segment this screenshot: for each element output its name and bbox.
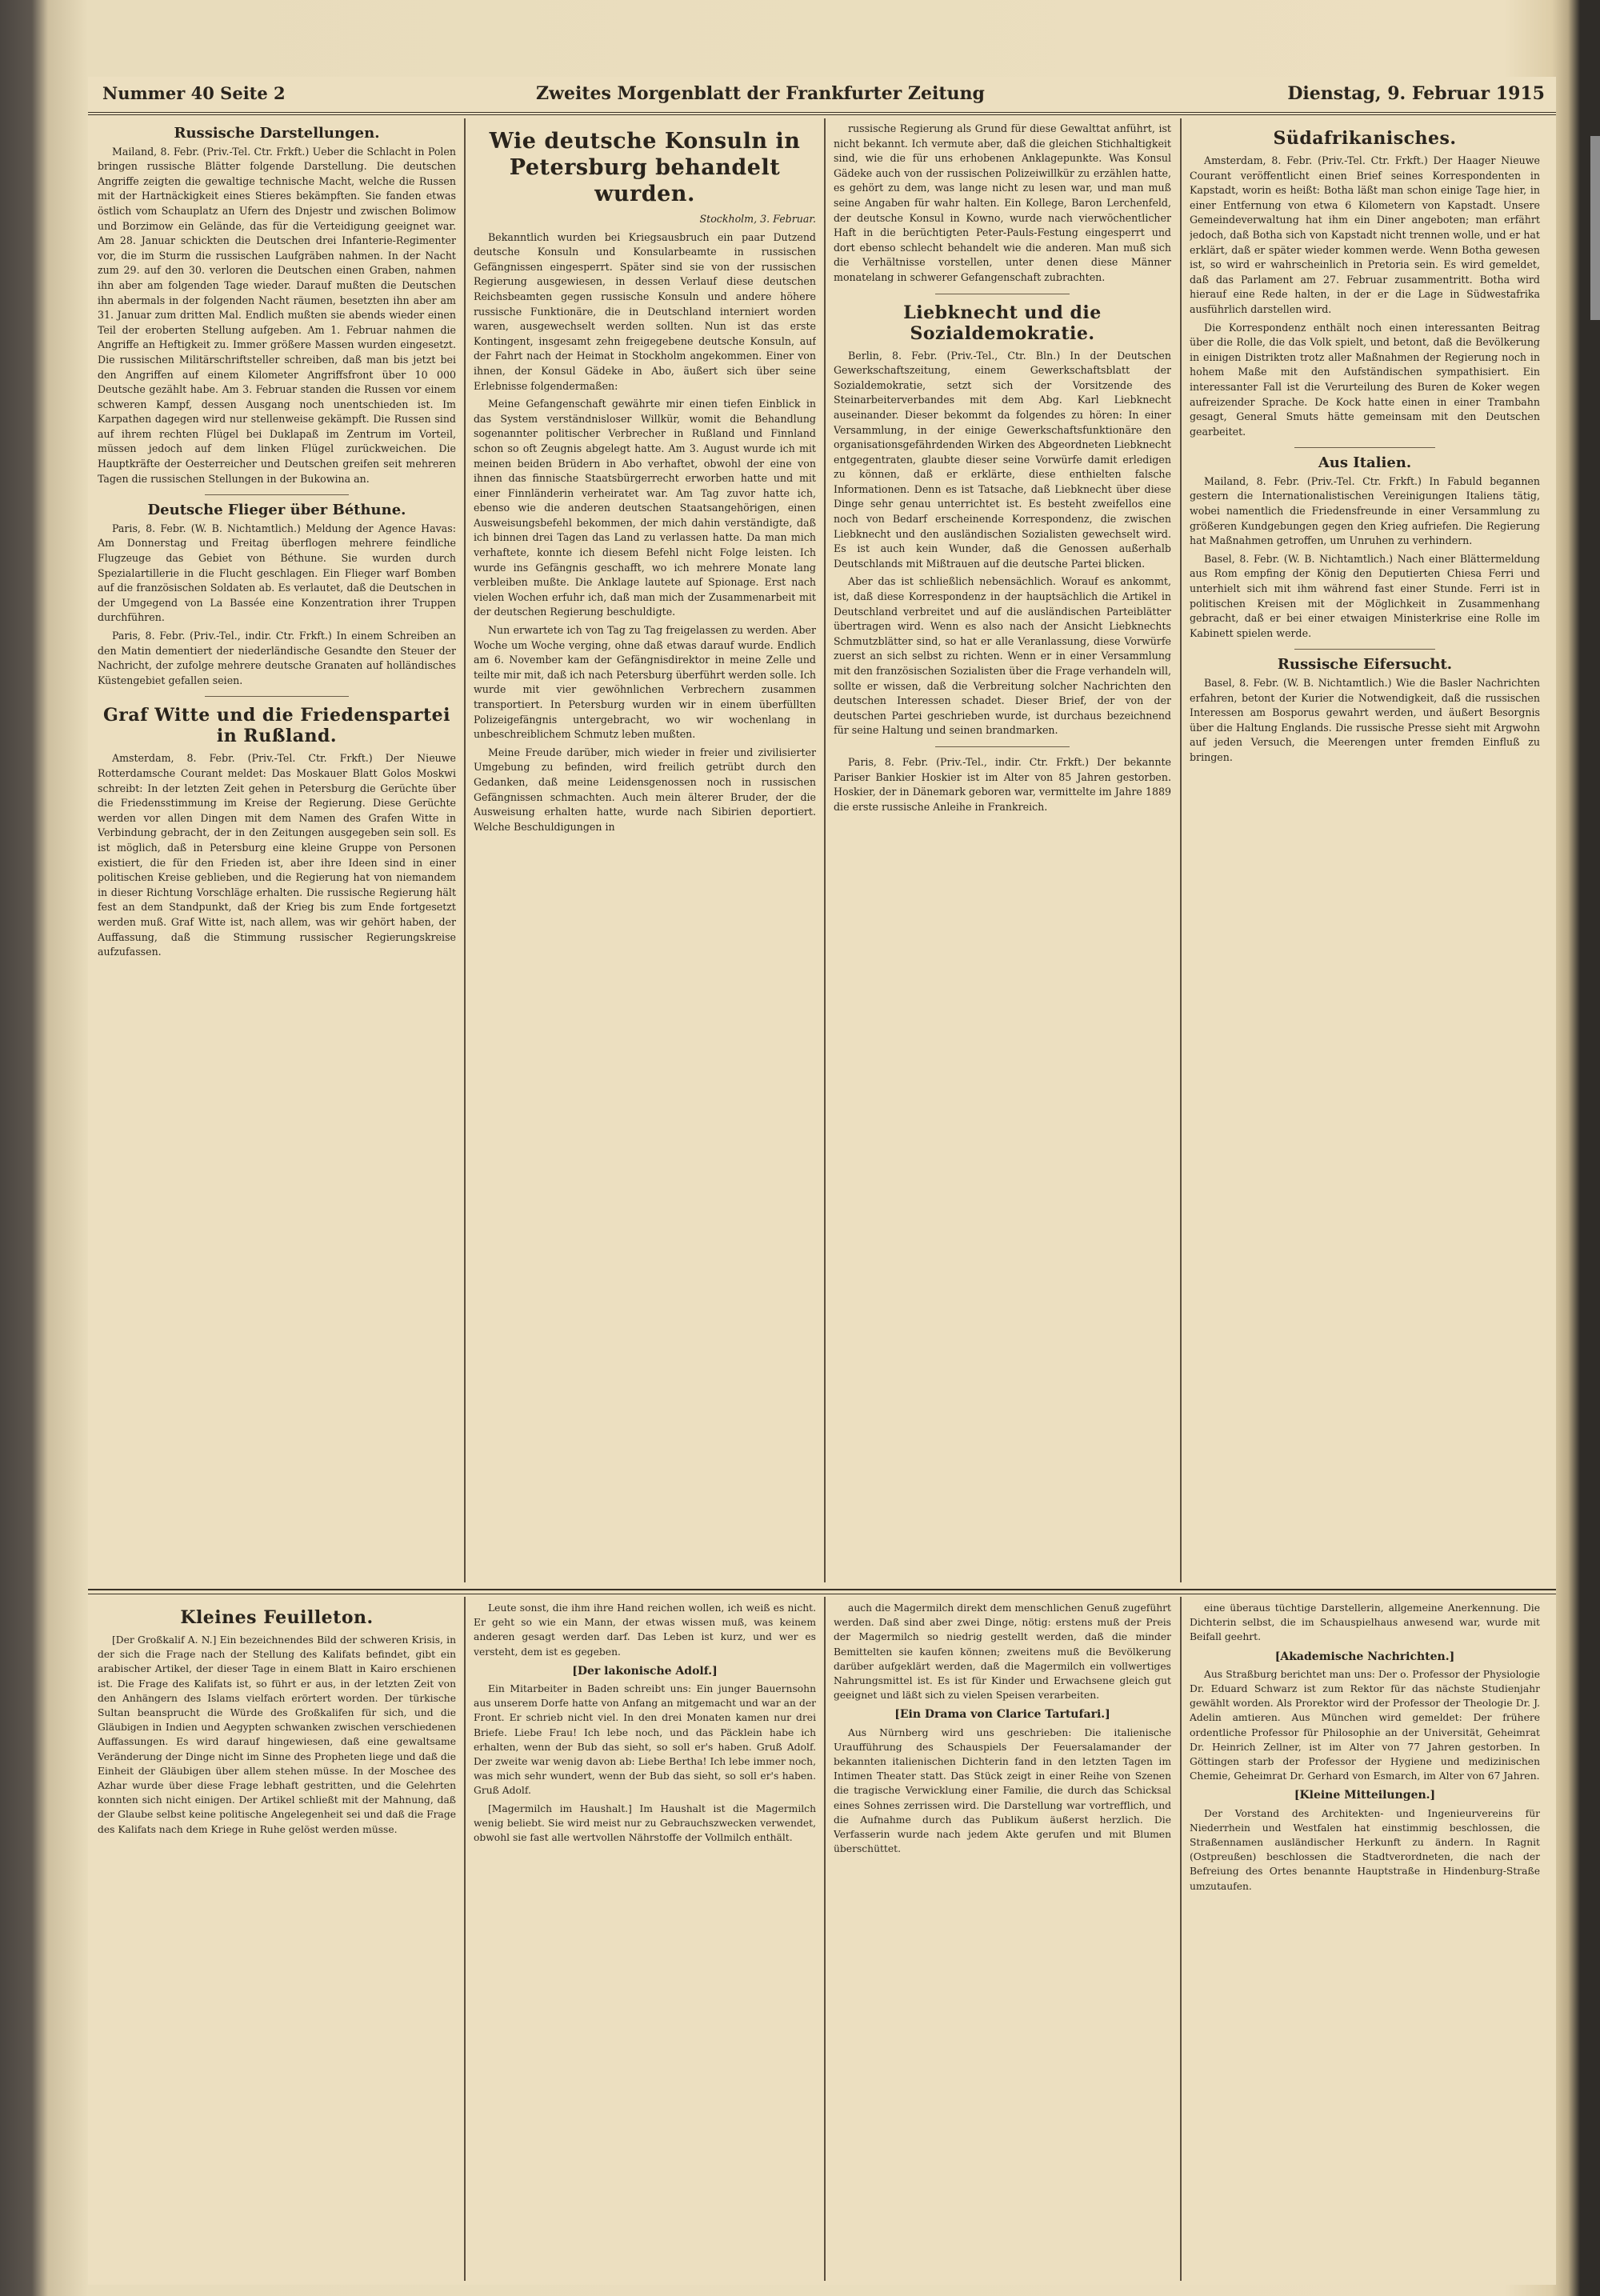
article-body: Paris, 8. Febr. (Priv.-Tel., indir. Ctr. Frkft.) Der bekannte Pariser Bankier Hoskier ist im Alter von 85 Jahren gestorben. Hoskier, der in Dänemark geboren war, vermittelte im Jahre 1889 die erste russische Anleihe in Frankreich. (834, 755, 1171, 813)
newspaper-page (88, 77, 1556, 2285)
article-body: Amsterdam, 8. Febr. (Priv.-Tel. Ctr. Frkft.) Der Haager Nieuwe Courant veröffentlicht einen Brief seines Korrespondenten in Kapstadt, worin es heißt: Botha läßt man schon einige Tage hier, in einer Entfernung von etwa 6 Kilometern von Kapstadt. Unsere Gemeindeverwaltung hat ihm ein Diner angeboten; man erfährt jedoch, daß Botha sich von Kapstadt nicht trennen wolle, und er hat erklärt, daß er später wieder kommen werde. Wenn Botha gewesen ist, so wird er wahrscheinlich in Pretoria sein. Es wird gemeldet, daß das Parlament am 27. Februar zusammentritt. Botha wird hierauf eine Rede halten, in der er die Lage in Südwestafrika ausführlich darstellen wird. (1190, 154, 1540, 315)
column-rule (1180, 1597, 1182, 2281)
feuilleton-body: Der Vorstand des Architekten- und Ingenieurvereins für Niederrhein und Westfalen hat einstimmig beschlossen, die Straßennamen ausländischer Herkunft zu ändern. In Ragnit (Ostpreußen) beschlossen die Stadtverordneten, die nach der Befreiung des Ortes benannte Hauptstraße in Hindenburg-Straße umzutaufen. (1190, 1807, 1540, 1892)
feuilleton-heading: [Der lakonische Adolf.] (572, 1664, 718, 1678)
article-body: Aber das ist schließlich nebensächlich. Worauf es ankommt, ist, daß diese Korrespondenz in der hauptsächlich die Artikel in Deutschland verbreitet und auf die ausländischen Parteiblätter übertragen wird. Wenn es also nach der Ansicht Liebknechts Schmutzblätter sind, so hat er alle Veranlassung, diese Vorwürfe zuerst an sich selbst zu richten. Wenn er in einer Versammlung mit den französischen Sozialisten über die Frage verhandeln will, sollte er wissen, daß die Verbreitung solcher Nachrichten den deutschen Interessen schadet. Dieser Brief, der von der deutschen Partei geschrieben wurde, ist durchaus bezeichnend für seine Haltung und seinen brandmarken. (834, 575, 1171, 737)
feuilleton-heading: [Akademische Nachrichten.] (1274, 1650, 1455, 1663)
column-rule (824, 118, 826, 1582)
feuilleton-heading: [Ein Drama von Clarice Tartufari.] (894, 1708, 1110, 1722)
feuilleton-body: Ein Mitarbeiter in Baden schreibt uns: Ein junger Bauernsohn aus unserem Dorfe hatte von Anfang an mitgemacht und war an der Front. Er schrieb nicht viel. In den drei Monaten kamen nur drei Briefe. Liebe Frau! Ich lebe noch, und das Päcklein habe ich erhalten, wenn der Bub das sieht, so soll er's haben. Gruß Adolf. Der zweite war wenig davon ab: Liebe Bertha! Ich lebe immer noch, was mich sehr wundert, wenn der Bub das sieht, so soll er's haben. Gruß Adolf. (474, 1683, 816, 1797)
article-headline: Liebknecht und die Sozialdemokratie. (903, 302, 1102, 344)
article-body: Basel, 8. Febr. (W. B. Nichtamtlich.) Nach einer Blättermeldung aus Rom empfing der König den Deputierten Chiesa Ferri und unterhielt sich mit ihm während fast einer Stunde. Ferri ist in politischen Kreisen mit der Möglichkeit in Zusammenhang gebracht, daß er bei einer etwaigen Ministerkrise eine Rolle im Kabinett spielen werde. (1190, 552, 1540, 639)
feuilleton-body: [Magermilch im Haushalt.] Im Haushalt ist die Magermilch wenig beliebt. Sie wird meist nur zu Gebrauchszwecken verwendet, obwohl sie fast alle wertvollen Nährstoffe der Vollmilch enthält. (474, 1802, 816, 1844)
page-number: Nummer 40 Seite 2 (102, 83, 286, 103)
feuilleton-column-3 (834, 1601, 1171, 2281)
issue-date: Dienstag, 9. Februar 1915 (1287, 83, 1545, 104)
article-body: Nun erwartete ich von Tag zu Tag freigelassen zu werden. Aber Woche um Woche verging, ohne daß etwas darauf wurde. Endlich am 6. November kam der Gefängnisdirektor in meine Zelle und teilte mir mit, daß ich nach Petersburg überführt werden solle. Ich wurde mit vier gewöhnlichen Verbrechern zusammen transportiert. In Petersburg wurden wir in einem überfüllten Polizeigefängnis untergebracht, wo wir wochenlang in unbeschreiblichem Schmutz leben mußten. (474, 624, 816, 741)
feuilleton-body: auch die Magermilch direkt dem menschlichen Genuß zugeführt werden. Daß sind aber zwei Dinge, nötig: erstens muß der Preis der Magermilch so niedrig gestellt werden, daß die minder Bemittelten sie kaufen können; zweitens muß die Bevölkerung darüber aufgeklärt werden, daß die Magermilch ein vollwertiges Nahrungsmittel ist. Es ist für Kinder und Erwachsene gleich gut geeignet und läßt sich zu vielen Speisen verarbeiten. (834, 1602, 1171, 1702)
article-separator (935, 746, 1070, 747)
article-body: Paris, 8. Febr. (Priv.-Tel., indir. Ctr. Frkft.) In einem Schreiben an den Matin dementiert der niederländische Gesandte den Steuer der Nachricht, der zufolge mehrere deutsche Granaten auf holländisches Küstengebiet gefallen seien. (98, 630, 456, 686)
article-headline: Südafrikanisches. (1273, 128, 1457, 149)
article-heading: Russische Eifersucht. (1277, 656, 1453, 674)
feuilleton-body: eine überaus tüchtige Darstellerin, allgemeine Anerkennung. Die Dichterin selbst, die im Schauspielhaus anwesend war, wurde mit Beifall geehrt. (1190, 1602, 1540, 1643)
binding-tab (1590, 136, 1600, 320)
feuilleton-body: [Der Großkalif A. N.] Ein bezeichnendes Bild der schweren Krisis, in der sich die Frage nach der Stellung des Kalifats befindet, gibt ein arabischer Artikel, der dieser Tage in einem Blatt in Kairo erschienen ist. Die Frage des Kalifats ist, so führt er aus, in der letzten Zeit von den Anhängern des Islams vielfach erörtert worden. Der türkische Sultan beansprucht die Würde des Großkalifen für sich, und die Gläubigen in Indien und Aegypten schwanken zwischen verschiedenen Auffassungen. Es wird darauf hingewiesen, daß eine gewaltsame Veränderung der Dinge nicht im Sinne des Propheten liege und daß die Einheit der Gläubigen über allem stehen müsse. In der Moschee des Azhar wurde über diese Frage lebhaft gestritten, und die Gelehrten konnten sich nicht einigen. Der Artikel schließt mit der Mahnung, daß der Glaube selbst keine politische Angelegenheit sei und daß die Frage des Kalifats nach dem Kriege in Ruhe gelöst werden müsse. (98, 1634, 456, 1835)
column-2 (474, 122, 816, 1584)
feuilleton-rule (88, 1589, 1556, 1594)
page-header (88, 77, 1556, 115)
article-heading: Aus Italien. (1318, 454, 1412, 472)
feuilleton-column-2 (474, 1601, 816, 2281)
dateline: Stockholm, 3. Februar. (699, 213, 816, 225)
article-separator (1294, 649, 1434, 650)
feuilleton-column-4 (1190, 1601, 1540, 2281)
article-separator (205, 696, 348, 697)
article-separator (1294, 447, 1434, 448)
column-1 (98, 122, 456, 1584)
feuilleton-title: Kleines Feuilleton. (180, 1607, 374, 1628)
article-body: russische Regierung als Grund für diese Gewalttat anführt, ist nicht bekannt. Ich vermute aber, daß die gleichen Stichhaltigkeit sind, wie die für uns erhobenen Anklagepunkte. Was Konsul Gädeke auch von der russischen Polizeiwillkür zu erzählen hatte, es gehört zu dem, was lange nicht zu lesen war, und man muß seine Angaben für wahr halten. Ein Kollege, Baron Lerchenfeld, der deutsche Konsul in Kowno, wurde nach vierwöchentlicher Haft in die berüchtigten Peter-Pauls-Festung eingesperrt und dort ebenso schlecht behandelt wie die anderen. Man muß sich die Verhältnisse vorstellen, unter denen diese Männer monatelang in schwerer Gefangenschaft zubrachten. (834, 122, 1171, 283)
feuilleton-body: Leute sonst, die ihm ihre Hand reichen wollen, ich weiß es nicht. Er geht so wie ein Mann, der etwas wissen muß, was keinem anderen gesagt werden darf. Das Leben ist kurz, und wer es versteht, dem ist es gegeben. (474, 1602, 816, 1658)
article-body: Paris, 8. Febr. (W. B. Nichtamtlich.) Meldung der Agence Havas: Am Donnerstag und Freitag überflogen mehrere feindliche Flugzeuge das Gebiet von Béthune. Sie wurden durch Spezialartillerie in die Flucht geschlagen. Ein Flieger warf Bomben auf die französischen Soldaten ab. Es verlautet, daß die Deutschen in der Umgegend von La Bassée eine Konzentration ihrer Truppen durchführen. (98, 522, 456, 624)
feuilleton-body: Aus Nürnberg wird uns geschrieben: Die italienische Uraufführung des Schauspiels Der Feuersalamander der bekannten italienischen Dichterin fand in den letzten Tagen im Intimen Theater statt. Das Stück zeigt in einer Reihe von Szenen die tragische Verwicklung einer Familie, die durch das Schicksal eines Sohnes zerrissen wird. Die Darstellung war vortrefflich, und die Aufnahme durch das Publikum äußerst herzlich. Die Verfasserin wurde nach jedem Akte gerufen und mit Blumen überschüttet. (834, 1726, 1171, 1855)
feuilleton-body: Aus Straßburg berichtet man uns: Der o. Professor der Physiologie Dr. Eduard Schwarz ist zum Rektor für das nächste Studienjahr gewählt worden. Als Prorektor wird der Professor der Theologie Dr. J. Adelin amtieren. Aus München wird gemeldet: Der frühere ordentliche Professor für Philosophie an der Universität, Geheimrat Dr. Heinrich Zellner, ist im Alter von 77 Jahren gestorben. In Göttingen starb der Professor der Hygiene und medizinischen Chemie, Geheimrat Dr. Gerhard von Esmarch, im Alter von 67 Jahren. (1190, 1668, 1540, 1782)
article-body: Amsterdam, 8. Febr. (Priv.-Tel. Ctr. Frkft.) Der Nieuwe Rotterdamsche Courant meldet: Das Moskauer Blatt Golos Moskwi schreibt: In der letzten Zeit gehen in Petersburg die Gerüchte über die Friedensstimmung im Kreise der Regierung. Diese Gerüchte werden vor allen Dingen mit dem Namen des Grafen Witte in Verbindung gebracht, der in den Zeitungen ausgegeben sein soll. Es ist möglich, daß in Petersburg eine kleine Gruppe von Personen existiert, die für den Frieden ist, aber ihre Ideen sind in einer politischen Kreise geblieben, und die Regierung hat von niemandem in dieser Richtung Vorschläge erhalten. Die russische Regierung hält fest an dem Standpunkt, daß der Krieg bis zum Ende fortgesetzt werden muß. Graf Witte ist, nach allem, was wir gehört haben, der Auffassung, daß die Stimmung russischer Regierungskreise aufzufassen. (98, 752, 456, 958)
article-body: Die Korrespondenz enthält noch einen interessanten Beitrag über die Rolle, die das Volk spielt, und betont, daß die Bevölkerung in einigen Distrikten trotz aller Maßnahmen der Regierung noch in hohem Maße mit den Aufständischen sympathisiert. Ein interessanter Fall ist die Verurteilung des Buren de Koker wegen aufreizender Sprache. De Kock hatte einen in einer Trambahn gesagt, General Smuts hätte gemeinsam mit den Deutschen gearbeitet. (1190, 321, 1540, 438)
column-rule (824, 1597, 826, 2281)
article-body: Berlin, 8. Febr. (Priv.-Tel., Ctr. Bln.) In der Deutschen Gewerkschaftszeitung, einem Gewerkschaftsblatt der Sozialdemokratie, setzt sich der Vorsitzende des Steinarbeiterverbandes mit dem Abg. Karl Liebknecht auseinander. Dieser bekommt da folgendes zu hören: In einer Versammlung, in der einige Gewerkschaftsfunktionäre den organisationsgefährdenden Wirken des Abgeordneten Liebknecht entgegentraten, glaubte dieser seine Vorwürfe damit erledigen zu können, daß er erklärte, diese enthielten falsche Informationen. Denn es ist Tatsache, daß Liebknecht über diese Dinge sehr genau unterrichtet ist. Es besteht zweifellos eine noch von Bedarf erscheinende Korrespondenz, die zwischen Liebknecht und den ausländischen Sozialisten gewechselt wird. Es ist auch kein Wunder, daß die Genossen außerhalb Deutschlands mit Mißtrauen auf die deutsche Partei blicken. (834, 349, 1171, 570)
masthead-title: Zweites Morgenblatt der Frankfurter Zeitung (536, 83, 985, 104)
article-body: Meine Gefangenschaft gewährte mir einen tiefen Einblick in das System verständnisloser Willkür, womit die Behandlung sogenannter politischer Verbrecher in Rußland und Finnland schon so oft Zeugnis abgelegt hatte. Am 3. August wurde ich mit meinen beiden Brüdern in Abo verhaftet, obwohl der eine von ihnen das finnische Staatsbürgerrecht erworben hatte und mit einer Finnländerin verheiratet war. Am Tag zuvor hatte ich, ebenso wie die anderen deutschen Staatsangehörigen, einen Ausweisungsbefehl bekommen, der mich dahin verständigte, daß ich binnen drei Tagen das Land zu verlassen hatte. Da man mich verhaftete, konnte ich diesem Befehl nicht Folge leisten. Ich wurde ins Gefängnis geschafft, wo ich mehrere Monate lang verbleiben mußte. Die Anklage lautete auf Spionage. Erst nach vielen Wochen erfuhr ich, daß man mich der Zusammenarbeit mit der deutschen Regierung beschuldigte. (474, 398, 816, 618)
article-separator (205, 494, 348, 495)
article-heading: Graf Witte und die Friedenspartei in Rußland. (102, 705, 451, 747)
article-body: Basel, 8. Febr. (W. B. Nichtamtlich.) Wie die Basler Nachrichten erfahren, betont der Kurier die Notwendigkeit, daß die russischen Interessen am Bosporus gewahrt werden, und äußert Besorgnis über die Haltung Englands. Die russische Presse sieht mit Argwohn auf jeden Versuch, die Meerengen unter fremden Einfluß zu bringen. (1190, 677, 1540, 763)
article-body: Bekanntlich wurden bei Kriegsausbruch ein paar Dutzend deutsche Konsuln und Konsularbeamte in russischen Gefängnissen eingesperrt. Später sind sie von der russischen Regierung ausgewiesen, in dessen Verlauf diese deutschen Reichsbeamten gegen russische Konsuln und andere höhere russische Funktionäre, die in Deutschland interniert worden waren, ausgewechselt werden sollten. Nun ist das erste Kontingent, insgesamt zehn freigegebene deutsche Konsuln, auf der Fahrt nach der Heimat in Stockholm angekommen. Einer von ihnen, der Konsul Gädeke in Abo, äußert sich über seine Erlebnisse folgendermaßen: (474, 230, 816, 392)
column-rule (464, 1597, 466, 2281)
column-3 (834, 122, 1171, 1584)
feuilleton-heading: [Kleine Mitteilungen.] (1294, 1789, 1436, 1802)
article-body: Meine Freude darüber, mich wieder in freier und zivilisierter Umgebung zu befinden, wird freilich getrübt durch den Gedanken, daß meine Leidensgenossen noch in russischen Gefängnissen schmachten. Auch mein älterer Bruder, der die Ausweisung erhalten hatte, wurde nach Sibirien deportiert. Welche Beschuldigungen in (474, 746, 816, 833)
column-rule (464, 118, 466, 1582)
article-body: Mailand, 8. Febr. (Priv.-Tel. Ctr. Frkft.) In Fabuld begannen gestern die Internationalistischen Vereinigungen Italiens tätig, wobei namentlich die Friedensfreunde in einer Versammlung zu größeren Kundgebungen gegen den Krieg aufriefen. Die Regierung hat Maßnahmen getroffen, um Unruhen zu verhindern. (1190, 474, 1540, 547)
column-rule (1180, 118, 1182, 1582)
article-body: Mailand, 8. Febr. (Priv.-Tel. Ctr. Frkft.) Ueber die Schlacht in Polen bringen russische Blätter folgende Darstellung. Die deutschen Angriffe zeigten die gewaltige technische Macht, welche die Russen mit der Hartnäckigkeit eines Stieres bekämpften. Sie fanden etwas östlich vom Schauplatz an Ufern des Dnjestr und zwischen Bolimow und Borzimow ein Gelände, das für die Verteidigung geeignet war. Am 28. Januar schickten die Deutschen drei Infanterie-Regimenter vor, die im Sturm die russischen Laufgräben nahmen. In der Nacht zum 29. auf den 30. verloren die Deutschen einen Graben, nahmen ihn aber am folgenden Tage wieder. Darauf mußten die Deutschen ihn abermals in der folgenden Nacht räumen, besetzten ihn aber am 31. Januar zum dritten Mal. Endlich mußten sie abends wieder einen Teil der eroberten Stellung aufgeben. Am 1. Februar nahmen die Angriffe an Heftigkeit zu. Immer größere Massen wurden eingesetzt. Die russischen Militärschriftsteller schreiben, daß man bis jetzt bei den Angriffen auf einem Kilometer Angriffsfront über 10 000 Deutsche gezählt habe. Am 3. Februar standen die Russen vor einem schweren Kampf, dessen Ausgang noch unentschieden ist. Im Karpathen dagegen wird nur stellenweise gekämpft. Die Russen sind auf ihrem rechten Flügel bei Duklapaß im Zentrum im Vorteil, müssen jedoch auf dem linken Flügel zurückweichen. Die Hauptkräfte der Oesterreicher und Deutschen greifen seit mehreren Tagen die russischen Stellungen in der Bukowina an. (98, 145, 456, 485)
article-heading: Russische Darstellungen. (174, 125, 380, 142)
article-heading: Deutsche Flieger über Béthune. (147, 502, 406, 519)
feuilleton-column-1 (98, 1601, 456, 2281)
column-4 (1190, 122, 1540, 1584)
article-headline: Wie deutsche Konsuln in Petersburg behandelt wurden. (489, 129, 801, 206)
